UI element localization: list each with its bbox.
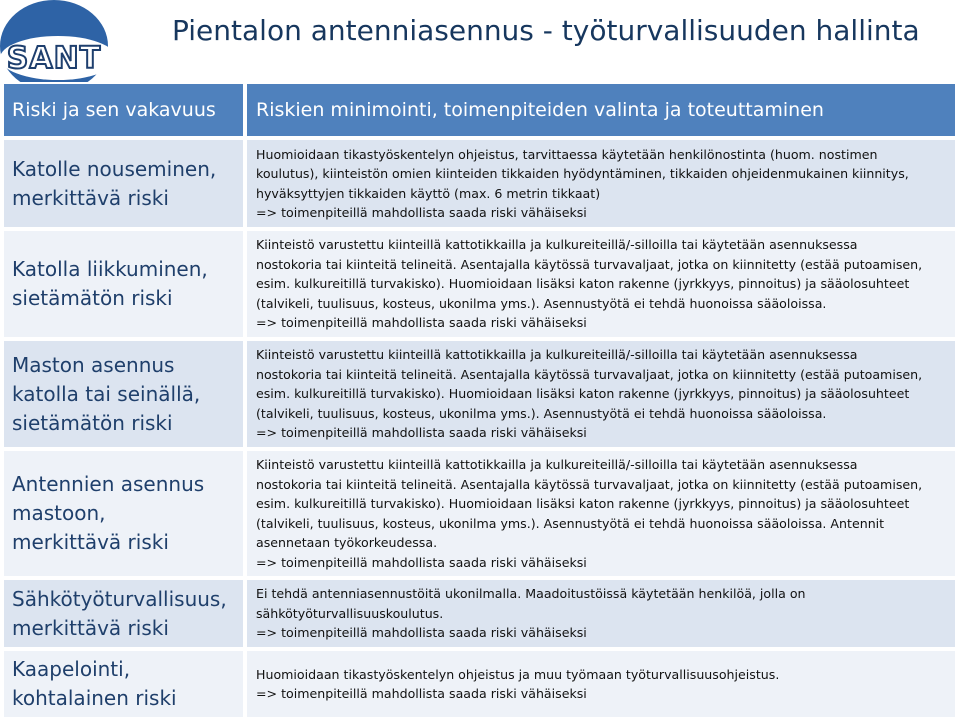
risk-line: merkittävä riski: [12, 185, 169, 210]
result-line: => toimenpiteillä mahdollista saada riski vähäiseksi: [256, 425, 587, 441]
risk-line: Katolle nouseminen,: [12, 156, 217, 181]
risk-line: merkittävä riski: [12, 530, 169, 554]
table-header-row: [2, 82, 957, 138]
risk-line: katolla tai seinällä,: [12, 381, 201, 406]
measure-cell: [245, 578, 957, 649]
result-line: => toimenpiteillä mahdollista saada riski vähäiseksi: [256, 625, 587, 641]
result-line: => toimenpiteillä mahdollista saada riski vähäiseksi: [256, 315, 587, 331]
risk-cell: [2, 229, 245, 339]
measure-cell: [245, 339, 957, 449]
measure-line: Kiinteistö varustettu kiinteillä kattotikkailla ja kulkureiteillä/-silloilla tai käytetään asennuksessa: [256, 237, 858, 253]
table-row: [2, 138, 957, 229]
measure-cell: [245, 649, 957, 719]
measure-line: hyväksyttyjen tikkaiden käyttö (max. 6 metrin tikkaat): [256, 185, 601, 201]
measure-line: koulutus), kiinteistön omien kiinteiden tikkaiden hyödyntäminen, tikkaiden ohjeidenmukainen kiinnitys,: [256, 166, 909, 181]
sant-logo-graphic: [0, 0, 120, 84]
risk-table: [2, 82, 957, 719]
table-row: [2, 578, 957, 649]
risk-cell: [2, 339, 245, 449]
table-row: [2, 229, 957, 339]
result-line: => toimenpiteillä mahdollista saada riski vähäiseksi: [256, 686, 587, 701]
measure-cell: [245, 449, 957, 578]
risk-cell: [2, 138, 245, 229]
table-row: [2, 449, 957, 578]
measure-cell: [245, 138, 957, 229]
measure-line: Kiinteistö varustettu kiinteillä kattotikkailla ja kulkureiteillä/-silloilla tai käytetään asennuksessa: [256, 347, 858, 363]
risk-line: Sähkötyöturvallisuus,: [12, 586, 227, 611]
risk-line: sietämätön riski: [12, 410, 173, 435]
risk-cell: [2, 449, 245, 578]
result-line: => toimenpiteillä mahdollista saada riski vähäiseksi: [256, 554, 587, 570]
result-line: => toimenpiteillä mahdollista saada riski vähäiseksi: [256, 205, 587, 220]
risk-line: Katolla liikkuminen,: [12, 257, 208, 281]
measure-line: Huomioidaan tikastyöskentelyn ohjeistus ja muu työmaan työturvallisuusohjeistus.: [256, 666, 780, 682]
measure-line: esim. kulkureitillä turvakisko). Huomioidaan lisäksi katon rakenne (jyrkkyys, pinnoitus) ja sääolosuhteet: [256, 386, 910, 402]
risk-line: merkittävä riski: [12, 615, 169, 640]
measure-cell: [245, 229, 957, 339]
measure-line: asennetaan työkorkeudessa.: [256, 535, 438, 550]
table-row: [2, 649, 957, 719]
risk-line: mastoon,: [12, 501, 106, 525]
risk-line: kohtalainen riski: [12, 686, 177, 710]
measure-line: nostokoria tai kiinteitä telineitä. Asentajalla käytössä turvavaljaat, jotka on kiinnitetty (estää putoamisen,: [256, 476, 923, 492]
logo-text: SANT: [6, 41, 102, 76]
risk-line: Kaapelointi,: [12, 657, 131, 681]
table-row: [2, 339, 957, 449]
measure-line: nostokoria tai kiinteitä telineitä. Asentajalla käytössä turvavaljaat, jotka on kiinnitetty (estää putoamisen,: [256, 366, 923, 382]
risk-line: Maston asennus: [12, 352, 175, 377]
header-risk: Riski ja sen vakavuus: [2, 82, 245, 138]
header-measures: Riskien minimointi, toimenpiteiden valinta ja toteuttaminen: [245, 82, 957, 138]
measure-line: Kiinteistö varustettu kiinteillä kattotikkailla ja kulkureiteillä/-silloilla tai käytetään asennuksessa: [256, 457, 858, 472]
measure-line: (talvikeli, tuulisuus, kosteus, ukonilma yms.). Asennustyötä ei tehdä huonoissa sääoloissa.: [256, 295, 827, 311]
page-title: Pientalon antenniasennus - työturvallisuuden hallinta: [172, 14, 920, 47]
risk-line: Antennien asennus: [12, 472, 205, 496]
sant-logo: [0, 0, 120, 84]
measure-line: esim. kulkureitillä turvakisko). Huomioidaan lisäksi katon rakenne (jyrkkyys, pinnoitus) ja sääolosuhteet: [256, 276, 910, 292]
measure-line: esim. kulkureitillä turvakisko). Huomioidaan lisäksi katon rakenne (jyrkkyys, pinnoitus) ja sääolosuhteet: [256, 496, 910, 511]
measure-line: Huomioidaan tikastyöskentelyn ohjeistus, tarvittaessa käytetään henkilönostinta (huom. nostimen: [256, 146, 878, 162]
measure-line: Ei tehdä antenniasennustöitä ukonilmalla. Maadoitustöissä käytetään henkilöä, jolla on: [256, 586, 806, 602]
risk-line: sietämätön riski: [12, 286, 173, 310]
risk-cell: [2, 578, 245, 649]
measure-line: nostokoria tai kiinteitä telineitä. Asentajalla käytössä turvavaljaat, jotka on kiinnitetty (estää putoamisen,: [256, 256, 923, 272]
measure-line: sähkötyöturvallisuuskoulutus.: [256, 605, 444, 621]
measure-line: (talvikeli, tuulisuus, kosteus, ukonilma yms.). Asennustyötä ei tehdä huonoissa sääoloissa.: [256, 405, 827, 421]
measure-line: (talvikeli, tuulisuus, kosteus, ukonilma yms.). Asennustyötä ei tehdä huonoissa sääoloissa. Antennit: [256, 515, 885, 531]
risk-cell: [2, 649, 245, 719]
